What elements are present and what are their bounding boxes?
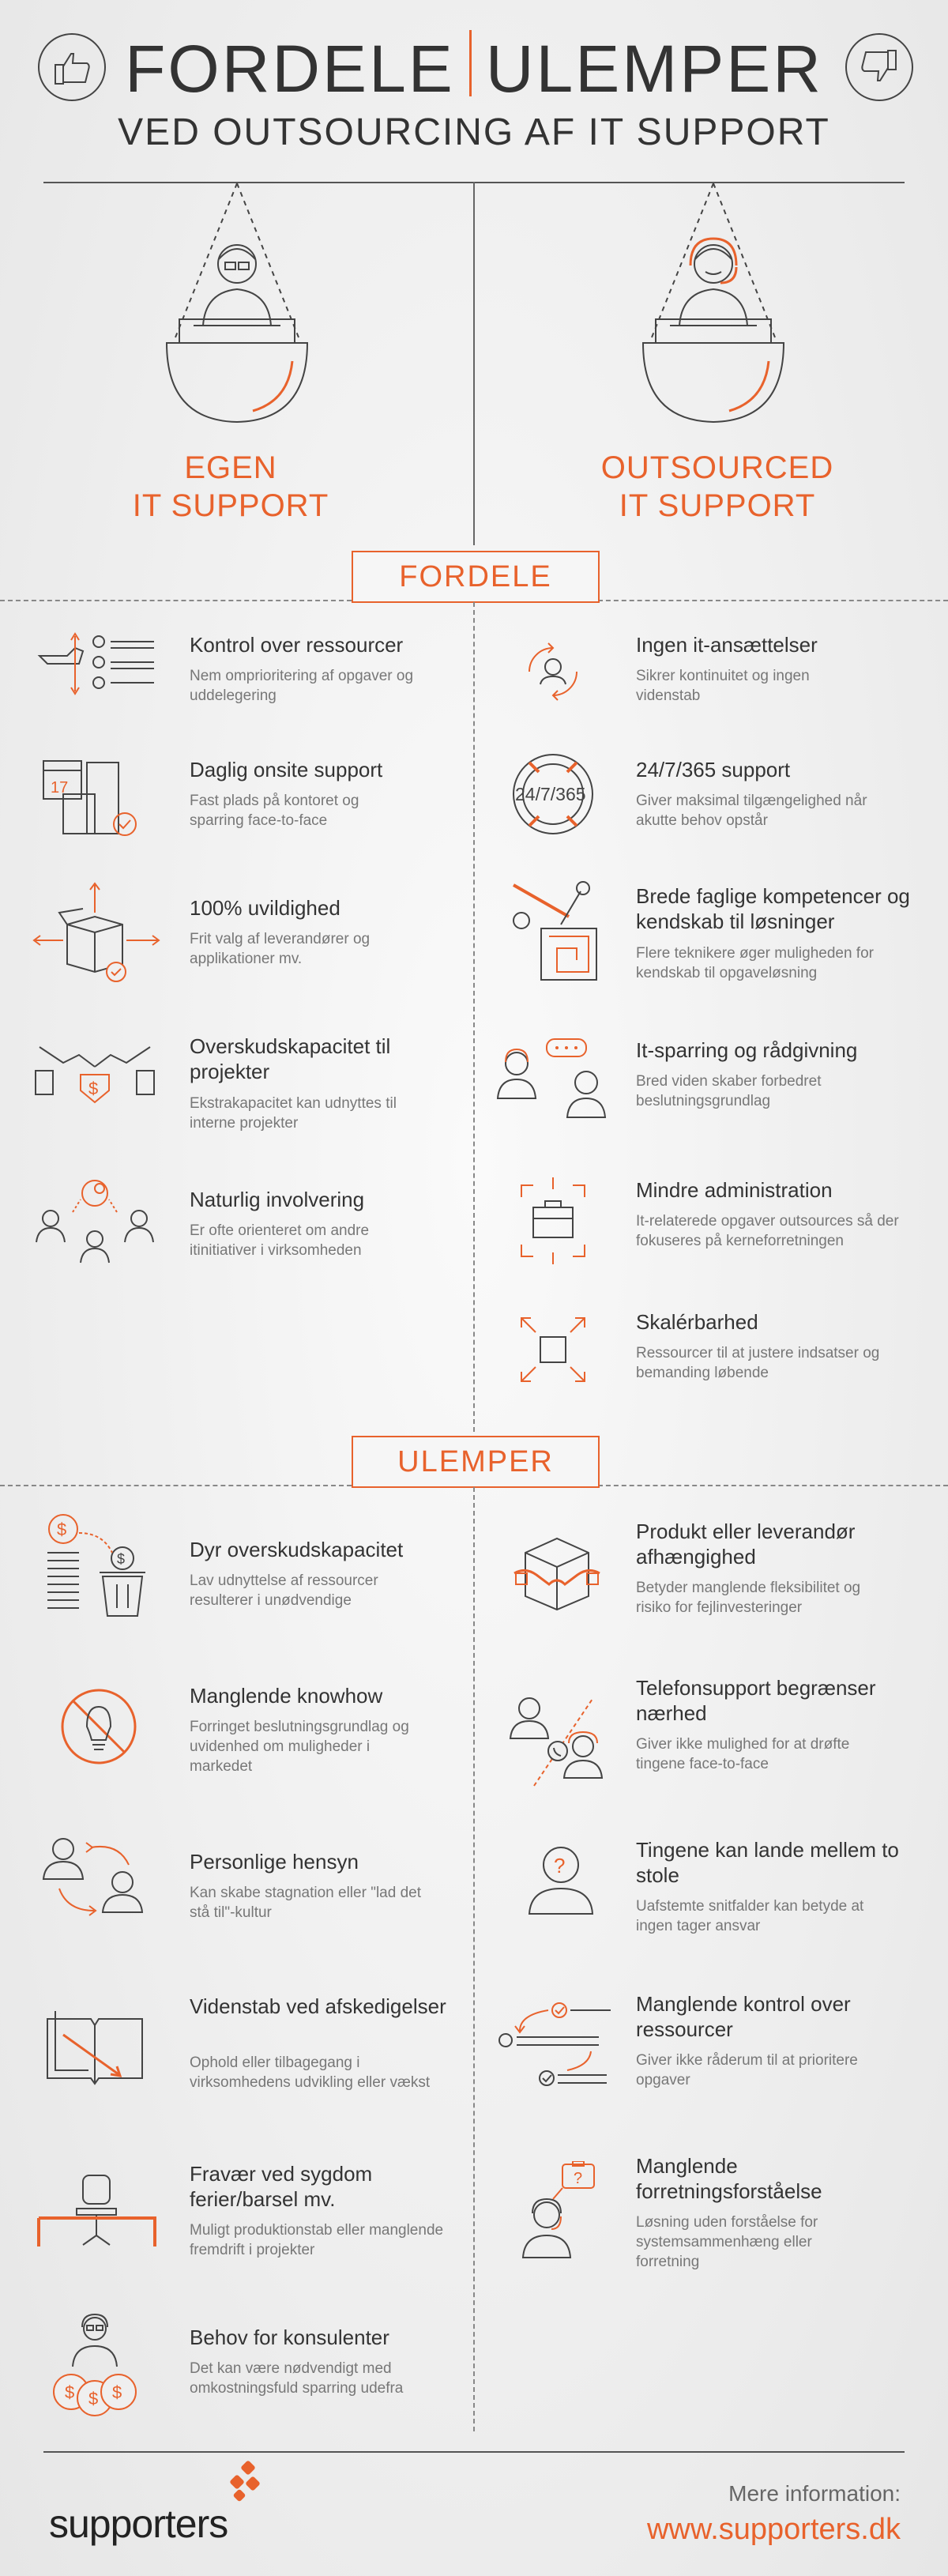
question-mark-text: ?	[554, 1854, 566, 1877]
ulemper-right-title-1: Produkt eller leverandør afhængighed	[636, 1520, 856, 1569]
money-trash-icon	[40, 1509, 150, 1632]
open-book-icon	[40, 2003, 150, 2094]
ulemper-left-title-3: Personlige hensyn	[190, 1850, 359, 1874]
outsourced-heading-line2: IT SUPPORT	[619, 488, 816, 523]
in-house-heading-line1: EGEN	[184, 450, 277, 485]
ulemper-right-title-3: Tingene kan lande mellem to stole	[636, 1838, 899, 1887]
support-ring-text: 24/7/365	[515, 784, 586, 804]
brand-logo	[49, 2501, 228, 2547]
advisory-chat-icon	[491, 1035, 618, 1130]
ulemper-left-desc-4: Ophold eller tilbagegang i virksomhedens udvikling eller vækst	[190, 2054, 431, 2091]
fordele-right-desc-6: Ressourcer til at justere indsatser og bemanding løbende	[636, 1345, 880, 1381]
consultant-cost-icon	[47, 2311, 142, 2426]
section-rule-left-2	[0, 1485, 352, 1486]
fordele-left-desc-5: Er ofte orienteret om andre itinitiativer i virksomheden	[190, 1222, 370, 1259]
consultant-coin-text-3: $	[112, 2382, 122, 2402]
personal-ties-icon	[36, 1833, 154, 1932]
ulemper-left-title-1: Dyr overskudskapacitet	[190, 1538, 404, 1561]
dollar-sign-text: $	[88, 1079, 99, 1098]
ulemper-column-divider	[473, 1487, 475, 2431]
no-idea-bulb-icon	[55, 1683, 142, 1774]
fordele-left-desc-1: Nem omprioritering af opgaver og uddelegering	[190, 668, 414, 704]
section-header-ulemper: ULEMPER	[352, 1436, 600, 1488]
ulemper-right-desc-3: Uafstemte snitfalder kan betyde at ingen tager ansvar	[636, 1898, 864, 1934]
ulemper-right-title-2: Telefonsupport begrænser nærhed	[636, 1676, 876, 1725]
ulemper-right-desc-1: Betyder manglende fleksibilitet og risiko for fejlinvesteringer	[636, 1580, 861, 1616]
ulemper-right-title-5: Manglende forretningsforståelse	[636, 2154, 822, 2203]
lifebuoy-icon	[506, 747, 600, 845]
fordele-right-desc-4: Bred viden skaber forbedret beslutningsgrundlag	[636, 1073, 822, 1109]
fordele-right-desc-1: Sikrer kontinuitet og ingen videnstab	[636, 668, 810, 704]
section-rule-left	[0, 600, 352, 601]
fordele-left-title-1: Kontrol over ressourcer	[190, 633, 404, 657]
fordele-right-desc-2: Giver maksimal tilgængelighed når akutte behov opstår	[636, 793, 867, 829]
ulemper-right-title-4: Manglende kontrol over ressourcer	[636, 1992, 851, 2041]
outsourced-support-illustration	[638, 183, 788, 440]
fordele-left-title-4: Overskudskapacitet til projekter	[190, 1034, 391, 1083]
scale-expand-icon	[515, 1312, 591, 1392]
in-house-heading	[88, 449, 373, 525]
ulemper-right-desc-4: Giver ikke råderum til at prioritere opgaver	[636, 2052, 858, 2088]
question-person-icon	[521, 1841, 600, 1932]
ulemper-right-desc-5: Løsning uden forståelse for systemsammenhæng eller forretning	[636, 2214, 818, 2270]
page-subtitle: VED OUTSOURCING AF IT SUPPORT	[118, 111, 830, 153]
toolkit-maze-icon	[506, 877, 608, 992]
ulemper-left-desc-3: Kan skabe stagnation eller "lad det stå til"-kultur	[190, 1885, 421, 1921]
in-house-heading-line2: IT SUPPORT	[132, 488, 329, 523]
footer-info-label: Mere information:	[728, 2481, 901, 2506]
fordele-column-divider	[473, 602, 475, 1432]
consultant-coin-text-2: $	[88, 2389, 99, 2408]
logo-text: supporters	[49, 2502, 228, 2546]
ulemper-left-title-4: Videnstab ved afskedigelser	[190, 1994, 446, 2018]
empty-desk-icon	[36, 2169, 158, 2260]
outsourced-heading	[575, 449, 860, 525]
in-house-support-illustration	[162, 183, 312, 440]
page-title	[0, 30, 948, 107]
fordele-right-desc-5: It-relaterede opgaver outsources så der fokuseres på kerneforretningen	[636, 1213, 899, 1249]
fordele-right-title-4: It-sparring og rådgivning	[636, 1038, 858, 1062]
title-divider	[469, 30, 472, 96]
fordele-right-title-2: 24/7/365 support	[636, 758, 791, 781]
ulemper-left-desc-1: Lav udnyttelse af ressourcer resulterer i unødvendige	[190, 1572, 378, 1609]
ulemper-left-title-5: Fravær ved sygdom ferier/barsel mv.	[190, 2162, 373, 2211]
ulemper-right-desc-2: Giver ikke mulighed for at drøfte tingene face-to-face	[636, 1736, 850, 1772]
footer-website-link[interactable]: www.supporters.dk	[646, 2513, 901, 2546]
fordele-right-desc-3: Flere teknikere øger muligheden for kendskab til opgaveløsning	[636, 945, 874, 981]
calendar-day-text: 17	[51, 779, 69, 797]
phone-separation-icon	[506, 1691, 616, 1798]
calendar-office-icon	[40, 755, 150, 845]
fordele-left-desc-3: Frit valg af leverandører og applikationer mv.	[190, 931, 371, 967]
title-left: FORDELE	[125, 32, 455, 106]
unprioritized-tasks-icon	[496, 1999, 615, 2106]
briefcase-question-text: ?	[574, 2170, 583, 2187]
business-understanding-icon	[514, 2161, 616, 2268]
footer-divider	[43, 2451, 905, 2453]
locked-box-icon	[510, 1529, 604, 1620]
ulemper-left-desc-6: Det kan være nødvendigt med omkostningsfuld sparring udefra	[190, 2360, 404, 2397]
fordele-left-desc-4: Ekstrakapacitet kan udnyttes til interne projekter	[190, 1095, 397, 1132]
outsourced-heading-line1: OUTSOURCED	[600, 450, 834, 485]
coin-symbol-text-2: $	[117, 1551, 126, 1567]
fordele-right-title-5: Mindre administration	[636, 1178, 833, 1202]
control-resources-icon	[32, 624, 158, 707]
fordele-left-title-2: Daglig onsite support	[190, 758, 383, 781]
ulemper-left-desc-5: Muligt produktionstab eller manglende fremdrift i projekter	[190, 2222, 444, 2258]
team-involvement-icon	[32, 1169, 158, 1284]
fordele-left-title-5: Naturlig involvering	[190, 1188, 365, 1211]
title-right: ULEMPER	[485, 32, 823, 106]
open-box-icon	[28, 877, 162, 992]
section-rule-right-2	[598, 1485, 948, 1486]
logo-mark-icon	[225, 2459, 265, 2510]
section-header-fordele: FORDELE	[352, 551, 600, 603]
ulemper-left-desc-2: Forringet beslutningsgrundlag og uvidenhed om muligheder i markedet	[190, 1719, 409, 1775]
briefcase-focus-icon	[514, 1177, 592, 1268]
consultant-coin-text-1: $	[65, 2382, 75, 2402]
ulemper-left-title-6: Behov for konsulenter	[190, 2326, 389, 2349]
fordele-right-title-6: Skalérbarhed	[636, 1310, 758, 1334]
coin-symbol-text: $	[57, 1520, 67, 1539]
fordele-left-title-3: 100% uvildighed	[190, 896, 340, 920]
fordele-right-title-3: Brede faglige kompetencer og kendskab til løsninger	[636, 884, 910, 933]
fordele-right-title-1: Ingen it-ansættelser	[636, 633, 818, 657]
section-rule-right	[598, 600, 948, 601]
fordele-left-desc-2: Fast plads på kontoret og sparring face-to-face	[190, 793, 359, 829]
handshake-money-icon	[32, 1027, 158, 1118]
ulemper-left-title-2: Manglende knowhow	[190, 1684, 383, 1708]
column-divider	[473, 182, 475, 545]
recycle-person-icon	[514, 632, 592, 715]
